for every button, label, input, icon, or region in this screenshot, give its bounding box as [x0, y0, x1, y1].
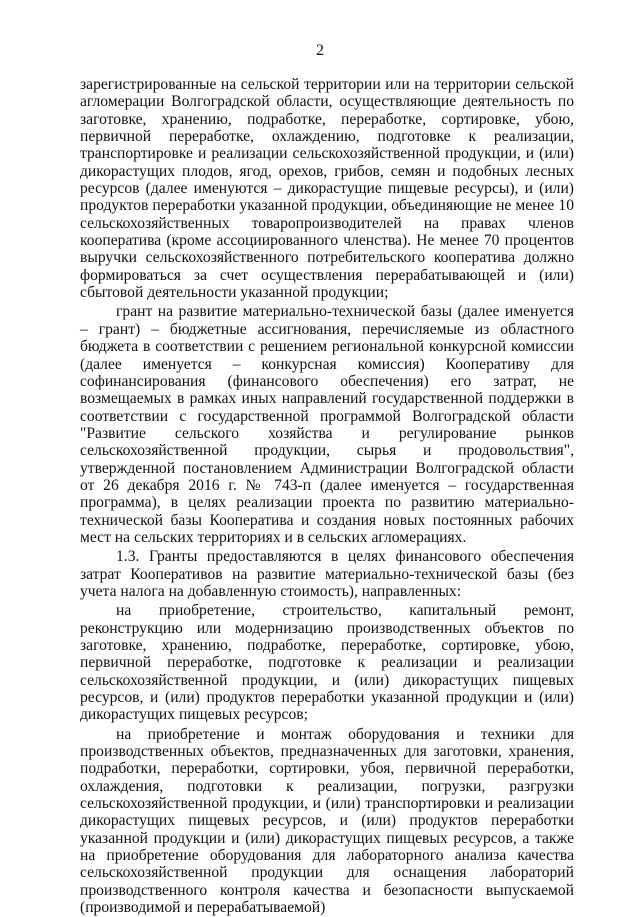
- paragraph-cooperative-definition: зарегистрированные на сельской территории или на территории сельской агломерации Волгоградской области, осуществляющие деятельность по заготовке, хранению, подработке, переработке, сортировке, убою, первичной переработке, охлаждению, подготовке к реализации, транспортировке и реализации сельскохозяйственной продукции, и (или) дикорастущих плодов, ягод, орехов, грибов, семян и подобных лесных ресурсов (далее именуются – дикорастущие пищевые ресурсы), и (или) продуктов переработки указанной продукции, объединяющие не менее 10 сельскохозяйственных товаропроизводителей на правах членов кооператива (кроме ассоциированного членства). Не менее 70 процентов выручки сельскохозяйственного потребительского кооператива должно формироваться за счет осуществления перерабатывающей и (или) сбытовой деятельности указанной продукции;: [80, 76, 574, 302]
- paragraph-grant-definition: грант на развитие материально-технической базы (далее именуется – грант) – бюджетные ассигнования, перечисляемые из областного бюджета в соответствии с решением региональной конкурсной комиссии (далее именуется – конкурсная комиссия) Кооперативу для софинансирования (финансового обеспечения) его затрат, не возмещаемых в рамках иных направлений государственной поддержки в соответствии с государственной программой Волгоградской области "Развитие сельского хозяйства и регулирование рынков сельскохозяйственной продукции, сырья и продовольствия", утвержденной постановлением Администрации Волгоградской области от 26 декабря 2016 г. № 743-п (далее именуется – государственная программа), в целях реализации проекта по развитию материально-технической базы Кооператива и создания новых постоянных рабочих мест на сельских территориях и в сельских агломерациях.: [80, 303, 574, 546]
- paragraph-1-3: 1.3. Гранты предоставляются в целях финансового обеспечения затрат Кооперативов на развитие материально-технической базы (без учета налога на добавленную стоимость), направленных:: [80, 548, 574, 600]
- page-number: 2: [316, 42, 324, 59]
- document-body: [80, 76, 574, 917]
- paragraph-equipment: на приобретение и монтаж оборудования и техники для производственных объектов, предназначенных для заготовки, хранения, подработки, переработки, сортировки, убоя, первичной переработки, охлаждения, подготовки к реализации, погрузки, разгрузки сельскохозяйственной продукции, и (или) транспортировки и реализации дикорастущих пищевых ресурсов, и (или) продуктов переработки указанной продукции и (или) дикорастущих пищевых ресурсов, а также на приобретение оборудования для лабораторного анализа качества сельскохозяйственной продукции для оснащения лабораторий производственного контроля качества и безопасности выпускаемой (производимой и перерабатываемой): [80, 725, 574, 917]
- paragraph-construction: на приобретение, строительство, капитальный ремонт, реконструкцию или модернизацию производственных объектов по заготовке, хранению, подработке, переработке, сортировке, убою, первичной переработке, подготовке к реализации и реализации сельскохозяйственной продукции, и (или) дикорастущих пищевых ресурсов, и (или) продуктов переработки указанной продукции и (или) дикорастущих пищевых ресурсов;: [80, 602, 574, 724]
